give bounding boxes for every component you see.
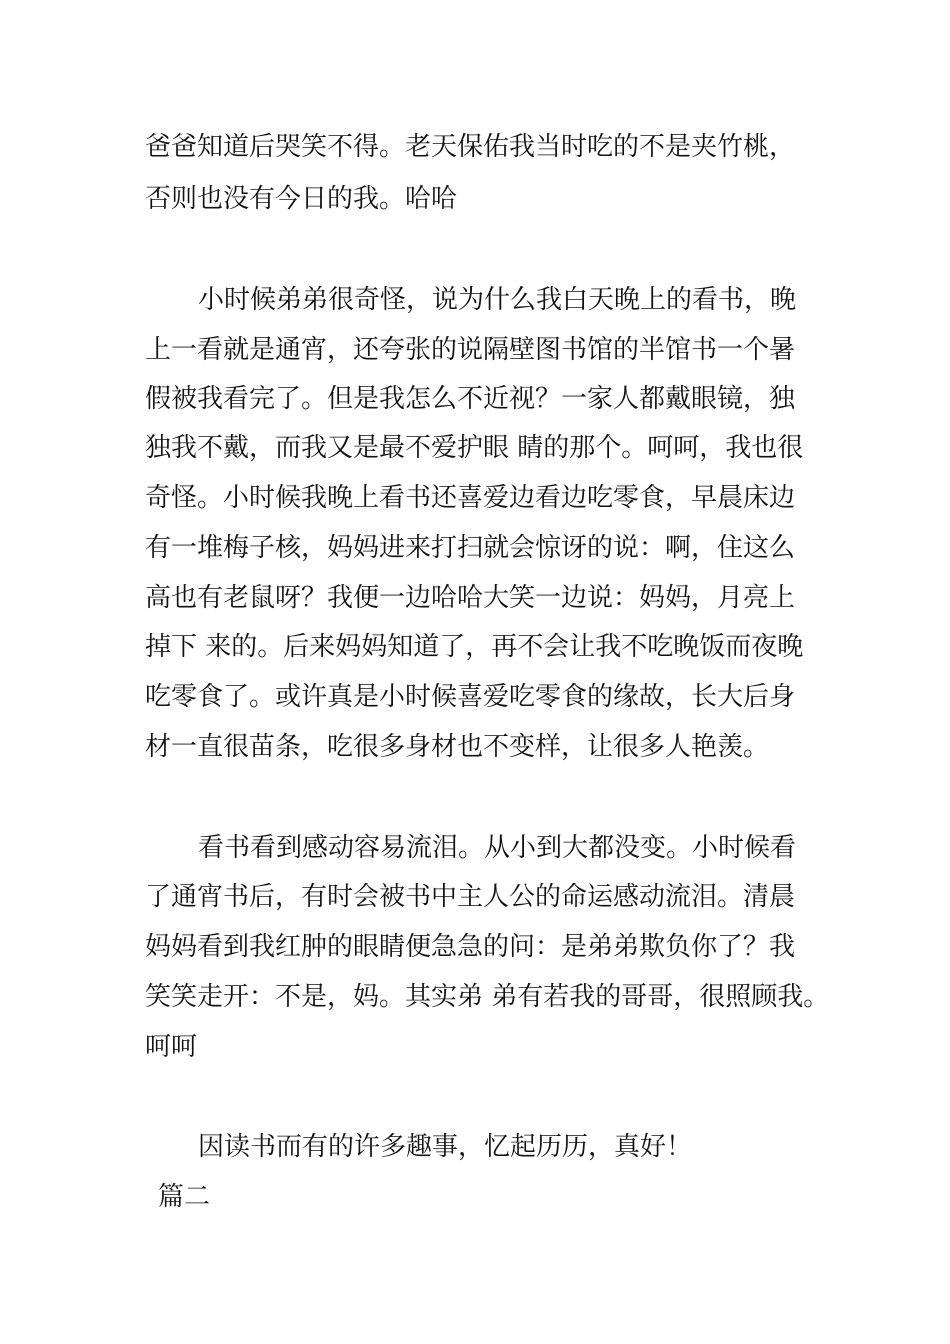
paragraph-1-line-1: 爸爸知道后哭笑不得。老天保佑我当时吃的不是夹竹桃， [145, 132, 796, 162]
paragraph-2-line-6: 有一堆梅子核，妈妈进来打扫就会惊讶的说：啊，住这么 [145, 533, 796, 563]
paragraph-2-line-3: 假被我看完了。但是我怎么不近视？一家人都戴眼镜，独 [145, 384, 796, 414]
paragraph-3-line-4: 笑笑走开：不是，妈。其实弟 弟有若我的哥哥，很照顾我。 [145, 982, 830, 1012]
paragraph-2-line-8: 掉下 来的。后来妈妈知道了，再不会让我不吃晚饭而夜晚 [145, 632, 804, 662]
paragraph-2-line-2: 上一看就是通宵，还夸张的说隔壁图书馆的半馆书一个暑 [145, 335, 796, 365]
paragraph-2-line-5: 奇怪。小时候我晚上看书还喜爱边看边吃零食，早晨床边 [145, 483, 796, 513]
section-heading: 篇二 [158, 1182, 211, 1212]
paragraph-3-line-2: 了通宵书后，有时会被书中主人公的命运感动流泪。清晨 [145, 882, 796, 912]
paragraph-2-line-4: 独我不戴，而我又是最不爱护眼 睛的那个。呵呵，我也很 [145, 433, 804, 463]
paragraph-2-line-10: 材一直很苗条，吃很多身材也不变样，让很多人艳羡。 [145, 732, 770, 762]
paragraph-1-line-2: 否则也没有今日的我。哈哈 [145, 184, 458, 214]
paragraph-4-line-1: 因读书而有的许多趣事，忆起历历，真好！ [198, 1132, 693, 1162]
paragraph-2-line-9: 吃零食了。或许真是小时候喜爱吃零食的缘故，长大后身 [145, 682, 796, 712]
paragraph-3-line-5: 呵呵 [145, 1032, 198, 1062]
paragraph-2-line-1: 小时候弟弟很奇怪，说为什么我白天晚上的看书，晚 [198, 285, 797, 315]
paragraph-2-line-7: 高也有老鼠呀？我便一边哈哈大笑一边说：妈妈，月亮上 [145, 583, 796, 613]
paragraph-3-line-3: 妈妈看到我红肿的眼睛便急急的问：是弟弟欺负你了？我 [145, 932, 796, 962]
paragraph-3-line-1: 看书看到感动容易流泪。从小到大都没变。小时候看 [198, 833, 797, 863]
